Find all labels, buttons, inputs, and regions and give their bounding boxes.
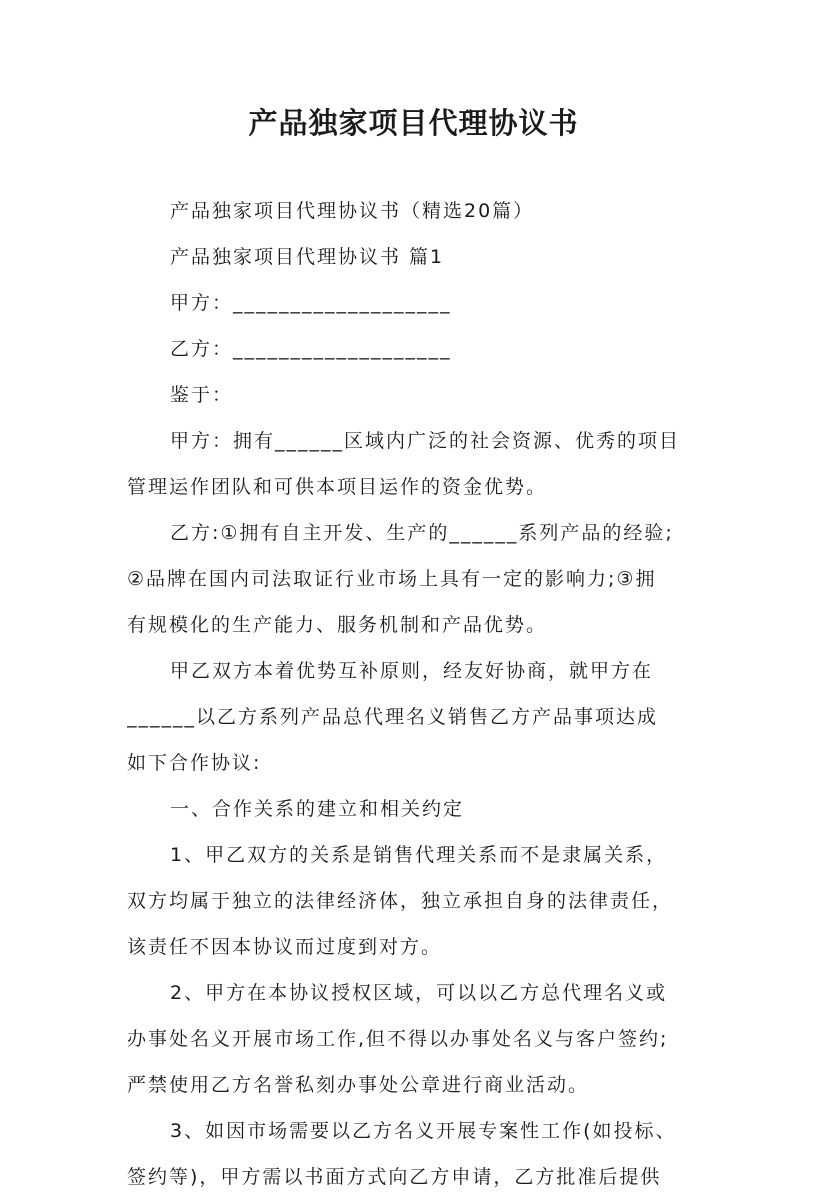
paragraph-line: 管理运作团队和可供本项目运作的资金优势。	[127, 476, 548, 498]
paragraph-line: ②品牌在国内司法取证行业市场上具有一定的影响力;③拥	[127, 568, 657, 590]
paragraph-line: 甲方：拥有______区域内广泛的社会资源、优秀的项目	[170, 430, 681, 452]
paragraph-line: 乙方:①拥有自主开发、生产的______系列产品的经验;	[170, 522, 674, 544]
paragraph-line: 严禁使用乙方名誉私刻办事处公章进行商业活动。	[127, 1074, 590, 1096]
paragraph-line: 一、合作关系的建立和相关约定	[170, 798, 465, 820]
paragraph-line: 乙方：___________________	[170, 338, 452, 360]
paragraph-line: 产品独家项目代理协议书（精选20篇）	[170, 200, 535, 222]
paragraph-line: 有规模化的生产能力、服务机制和产品优势。	[127, 614, 548, 636]
document-body	[127, 188, 707, 1200]
paragraph-line: 办事处名义开展市场工作,但不得以办事处名义与客户签约;	[127, 1028, 669, 1050]
paragraph-line: 甲方：___________________	[170, 292, 452, 314]
paragraph-line: 如下合作协议:	[127, 752, 262, 774]
document-title: 产品独家项目代理协议书	[248, 106, 579, 140]
paragraph-line: 产品独家项目代理协议书 篇1	[170, 246, 445, 268]
paragraph-line: 甲乙双方本着优势互补原则，经友好协商，就甲方在	[170, 660, 654, 682]
paragraph-line: 双方均属于独立的法律经济体，独立承担自身的法律责任，	[127, 890, 674, 912]
paragraph-line: 2、甲方在本协议授权区域，可以以乙方总代理名义或	[170, 982, 668, 1004]
paragraph-line: 3、如因市场需要以乙方名义开展专案性工作(如投标、	[170, 1120, 677, 1142]
paragraph-line: 鉴于：	[170, 384, 234, 406]
paragraph-line: 签约等)，甲方需以书面方式向乙方申请，乙方批准后提供	[127, 1166, 662, 1188]
paragraph-line: ______以乙方系列产品总代理名义销售乙方产品事项达成	[127, 706, 659, 728]
paragraph-line: 该责任不因本协议而过度到对方。	[127, 936, 443, 958]
paragraph-line: 1、甲乙双方的关系是销售代理关系而不是隶属关系，	[170, 844, 668, 866]
